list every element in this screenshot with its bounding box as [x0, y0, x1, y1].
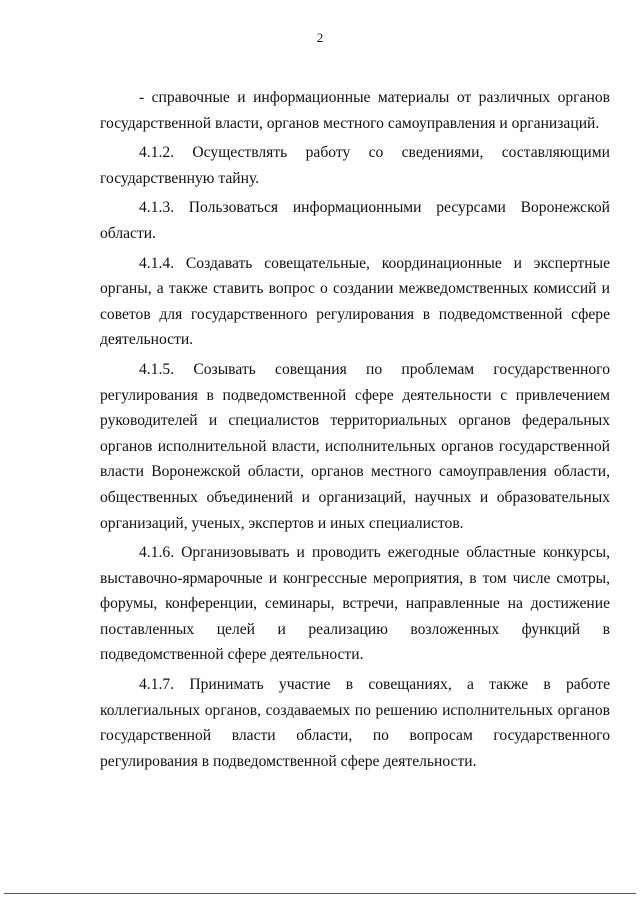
- page-number: 2: [316, 30, 324, 45]
- paragraph-4-1-6: 4.1.6. Организовывать и проводить ежегодные областные конкурсы, выставочно-ярмарочные и конгрессные мероприятия, в том числе смотры, форумы, конференции, семинары, встречи, направленные на достижение поставленных целей и реализацию возложенных функций в подведомственной сфере деятельности.: [100, 544, 610, 664]
- paragraph-reference-materials: - справочные и информационные материалы от различных органов государственной власти, органов местного самоуправления и организаций.: [100, 89, 610, 132]
- paragraph-4-1-5: 4.1.5. Созывать совещания по проблемам государственного регулирования в подведомственной сфере деятельности с привлечением руководителей и специалистов территориальных органов федеральных органов исполнительной власти, исполнительных органов государственной власти Воронежской области, органов местного самоуправления области, общественных объединений и организаций, научных и образовательных организаций, ученых, экспертов и иных специалистов.: [100, 360, 610, 532]
- paragraph-4-1-3: 4.1.3. Пользоваться информационными ресурсами Воронежской области.: [100, 199, 610, 242]
- paragraph-4-1-2: 4.1.2. Осуществлять работу со сведениями, составляющими государственную тайну.: [100, 144, 610, 187]
- paragraph-4-1-4: 4.1.4. Создавать совещательные, координационные и экспертные органы, а также ставить вопрос о создании межведомственных комиссий и советов для государственного регулирования в подведомственной сфере деятельности.: [100, 254, 610, 349]
- paragraph-4-1-7: 4.1.7. Принимать участие в совещаниях, а также в работе коллегиальных органов, создаваемых по решению исполнительных органов государственной власти области, по вопросам государственного регулирования в подведомственной сфере деятельности.: [100, 676, 610, 770]
- bottom-edge-line: [4, 893, 636, 894]
- document-body: [100, 85, 610, 774]
